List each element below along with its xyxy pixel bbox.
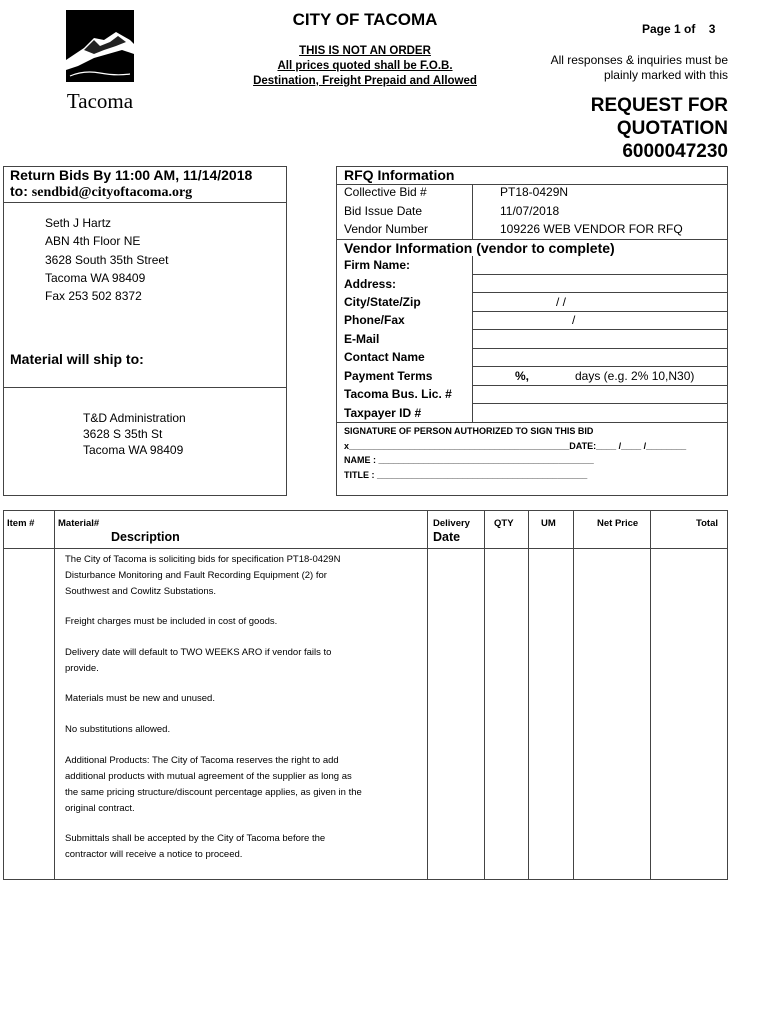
notice-line: All prices quoted shall be F.O.B. [277,60,453,72]
divider [3,202,287,203]
payment-terms-label: Payment Terms [344,369,433,383]
description-line: Materials must be new and unused. [65,693,215,704]
divider [650,510,651,880]
address-line: 3628 S 35th St [83,427,163,441]
rfq-label: Vendor Number [344,222,429,236]
divider [484,510,485,880]
col-delivery: Delivery [433,518,470,529]
divider [54,510,55,880]
description-paragraph [65,691,395,707]
rfq-title [520,94,728,163]
rfq-title-line: QUOTATION [616,118,728,139]
rfq-number: 6000047230 [622,141,728,162]
rfq-label: Collective Bid # [344,185,427,199]
firm-name-label: Firm Name: [344,258,411,272]
col-material: Material# [58,518,100,529]
divider [3,548,728,549]
page-total: 3 [708,22,716,36]
taxpayer-id-label: Taxpayer ID # [344,406,422,420]
address-label: Address: [344,277,397,291]
description-line: additional products with mutual agreement of the supplier as long as [65,771,352,782]
rfq-value: 109226 WEB VENDOR FOR RFQ [500,222,683,236]
description-line: the same pricing structure/discount percentage applies, as given in the [65,787,362,798]
notice-line: Destination, Freight Prepaid and Allowed [253,75,477,87]
col-net-price: Net Price [597,518,639,529]
page-label: Page 1 of [642,22,696,36]
city-state-zip-field[interactable] [472,311,727,312]
description-line: The City of Tacoma is soliciting bids for specification PT18-0429N [65,554,341,565]
contact-name-label: Contact Name [344,350,425,364]
description-line: Delivery date will default to TWO WEEKS ARO if vendor fails to [65,647,332,658]
title-line[interactable]: TITLE : __________________________________________ [344,470,588,480]
address-line: Tacoma WA 98409 [45,270,146,285]
description-line: Freight charges must be included in cost of goods. [65,616,278,627]
signature-line[interactable]: x____________________________________________DATE:____ /____ /________ [344,441,687,451]
rfq-label: Bid Issue Date [344,204,423,218]
description-paragraph [65,645,395,677]
responses-note [520,53,728,83]
description-line: No substitutions allowed. [65,724,171,735]
description-paragraph [65,722,395,738]
phone-fax-field[interactable] [472,329,727,330]
name-line[interactable]: NAME : ___________________________________________ [344,455,594,465]
description-line: Submittals shall be accepted by the City of Tacoma before the [65,833,326,844]
description-line: Southwest and Cowlitz Substations. [65,586,217,597]
address-line: 3628 South 35th Street [45,252,169,267]
rfq-title-line: REQUEST FOR [590,95,728,116]
business-license-label: Tacoma Bus. Lic. # [344,387,452,401]
col-total: Total [696,518,718,529]
payment-days: days (e.g. 2% 10,N30) [575,369,695,383]
col-um: UM [541,518,556,529]
signature-heading: SIGNATURE OF PERSON AUTHORIZED TO SIGN THIS BID [344,426,594,436]
to-label: to: [10,183,28,199]
description-line: original contract. [65,803,135,814]
responses-line: plainly marked with this [603,68,728,82]
phone-fax-separator: / [572,313,576,327]
firm-name-field[interactable] [472,274,727,275]
city-title: CITY OF TACOMA [292,10,438,29]
col-qty: QTY [494,518,514,529]
address-line: Tacoma WA 98409 [83,443,184,457]
rfq-value: PT18-0429N [500,185,569,199]
col-date: Date [433,530,461,544]
col-description: Description [111,530,180,544]
notice-line: THIS IS NOT AN ORDER [299,45,431,57]
description-line: Disturbance Monitoring and Fault Recording Equipment (2) for [65,570,327,581]
divider [336,422,728,423]
business-license-field[interactable] [472,403,727,404]
page-indicator [642,22,715,36]
city-state-zip-separators: / / [556,295,567,309]
divider [427,510,428,880]
description-line: contractor will receive a notice to proceed. [65,849,243,860]
divider [573,510,574,880]
email-label: E-Mail [344,332,380,346]
description-paragraph [65,831,395,863]
divider [472,184,473,240]
city-state-zip-label: City/State/Zip [344,295,421,309]
return-bids-heading [10,167,252,201]
address-line: Seth J Hartz [45,216,112,230]
responses-line: All responses & inquiries must be [550,53,728,67]
ship-to-heading: Material will ship to: [10,351,144,367]
vendor-info-heading: Vendor Information (vendor to complete) [344,240,615,256]
ship-to-address [83,410,186,458]
payment-percent: %, [515,369,530,383]
return-address [45,214,168,305]
divider [472,256,473,423]
email-field[interactable] [472,348,727,349]
return-email: sendbid@cityoftacoma.org [31,185,193,200]
description-line: Additional Products: The City of Tacoma reserves the right to add [65,755,339,766]
address-field[interactable] [472,292,727,293]
rfq-info-heading: RFQ Information [344,167,455,183]
divider [3,387,287,388]
payment-terms-field[interactable] [472,385,727,386]
address-line: ABN 4th Floor NE [45,234,141,249]
address-line: T&D Administration [83,411,186,425]
return-deadline: Return Bids By 11:00 AM, 11/14/2018 [10,167,253,183]
divider [528,510,529,880]
address-line: Fax 253 502 8372 [45,289,142,304]
contact-name-field[interactable] [472,366,727,367]
logo-wordmark: Tacoma [66,89,134,113]
city-logo [64,10,136,114]
order-notice [230,44,500,89]
rfq-value: 11/07/2018 [500,204,560,218]
col-item: Item # [7,518,35,529]
description-line: provide. [65,663,99,674]
phone-fax-label: Phone/Fax [344,313,405,327]
description-paragraph [65,552,395,600]
description-paragraph [65,753,395,817]
description-paragraph [65,614,395,630]
